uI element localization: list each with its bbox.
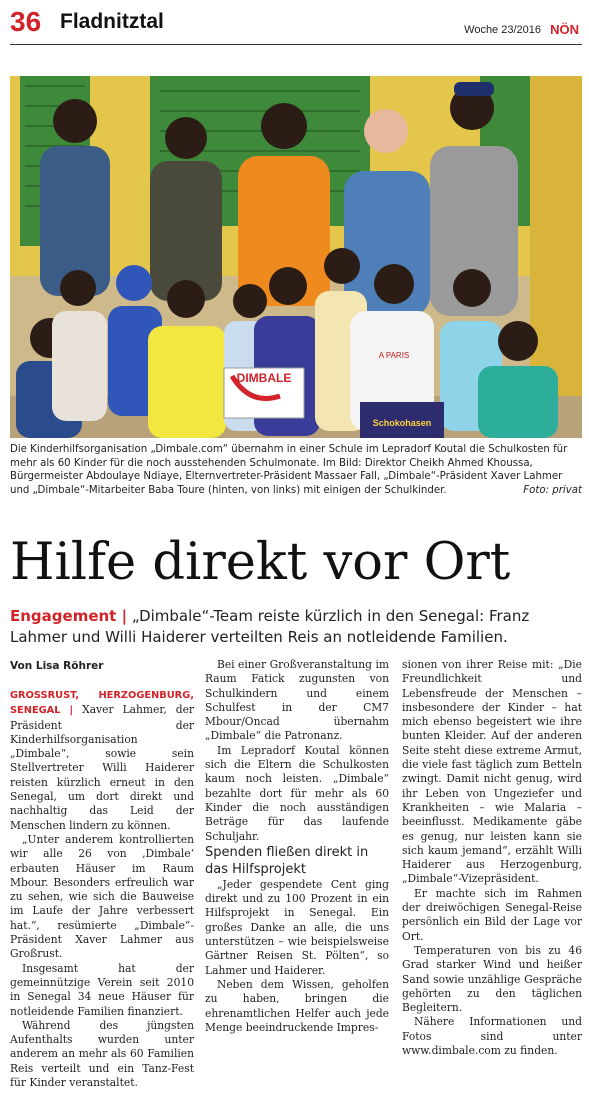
paragraph: Nähere Informationen und Fotos sind unter www.dimbale.com zu finden. xyxy=(402,1015,582,1058)
paragraph: „Unter anderem kontrollierten wir alle 26 von ‚Dimbale‘ erbauten Häuser im Raum Mbour. Besonders erfreulich war zu sehen, wie sich die Bauweise im Laufe der Jahre verbessert hat.“, resümierte „Dimbale“-Präsident Xaver Lahmer aus Großrust. xyxy=(10,832,194,961)
box-text: Schokohasen xyxy=(372,418,432,428)
group-photo-illustration xyxy=(10,76,582,438)
section-title: Fladnitztal xyxy=(60,10,164,33)
paragraph: Temperaturen von bis zu 46 Grad starker Wind und heißer Sand sowie unzählige Gespräche gehörten zu den täglichen Begleitern. xyxy=(402,943,582,1015)
subheading: Spenden fließen direkt in das Hilfsprojekt xyxy=(205,844,369,877)
paragraph: Während des jüngsten Aufenthalts wurden unter anderem an mehr als 60 Familien Reis verteilt und ein Tanz-Fest für Kinder veranstaltet. xyxy=(10,1018,194,1090)
brand-logo: NÖN xyxy=(550,22,579,37)
paragraph: Neben dem Wissen, geholfen zu haben, bringen die ehrenamtlichen Helfer auch jede Menge beeindruckende Impres- xyxy=(205,977,389,1034)
paragraph: Im Lepradorf Koutal können sich die Eltern die Schulkosten kaum noch leisten. „Dimbale“ bezahlte dort für mehr als 60 Kinder die noch ausständigen Beträge für das laufende Schuljahr. xyxy=(205,743,389,843)
caption-text: Die Kinderhilfsorganisation „Dimbale.com“ übernahm in einer Schule im Lepradorf Koutal die Schulkosten für mehr als 60 Kinder für die noch ausstehenden Schulmonate. Im Bild: Direktor Cheikh Ahmed Khoussa, Bürgermeister Abdoulaye Ndiaye, Elternvertreter-Präsident Massaer Fall, „Dimbale“-Präsident Xaver Lahmer und „Dimbale“-Mitarbeiter Baba Toure (hinten, von links) mit einigen der Schulkinder. xyxy=(10,444,568,496)
paragraph: Bei einer Großveranstaltung im Raum Fatick zugunsten von Schulkindern und einem Schulfest in der CM7 Mbour/Oncad übernahm „Dimbale“ die Patronanz. xyxy=(205,658,389,743)
dateline: GROSSRUST, HERZOGENBURG, SENEGAL | xyxy=(10,690,194,717)
deck-text: „Dimbale“-Team reiste kürzlich in den Senegal: Franz Lahmer und Willi Haiderer verteilten Reis an notleidende Familien. xyxy=(10,607,530,646)
byline: Von Lisa Röhrer xyxy=(10,660,104,672)
page-number: 36 xyxy=(10,6,42,37)
paragraph: „Jeder gespendete Cent ging direkt und zu 100 Prozent in ein Hilfsprojekt in Senegal. Ein großes Danke an alle, die uns unterstützen – wie beispielsweise Gärtner Reisen St. Pölten“, so Lahmer und Haiderer. xyxy=(205,877,389,977)
shirt-text: A PARIS xyxy=(378,351,410,360)
page-header xyxy=(0,0,589,46)
column-2 xyxy=(205,658,389,1035)
headline: Hilfe direkt vor Ort xyxy=(10,533,511,592)
paragraph: Insgesamt hat der gemeinnützige Verein seit 2010 in Senegal 34 neue Häuser für notleidende Familien finanziert. xyxy=(10,961,194,1018)
deck xyxy=(10,606,582,648)
paragraph: GROSSRUST, HERZOGENBURG, SENEGAL | Xaver Lahmer, der Präsident der Kinderhilfsorganisation „Dimbale“, sowie sein Stellvertreter Willi Haiderer reisten kürzlich erneut in den Senegal, um dort direkt und nachhaltig das Leid der Menschen lindern zu können. xyxy=(10,690,194,832)
paragraph: Er machte sich im Rahmen der dreiwöchigen Senegal-Reise persönlich ein Bild der Lage vor Ort. xyxy=(402,886,582,943)
column-1 xyxy=(10,688,194,1090)
issue-week: Woche 23/2016 xyxy=(464,24,541,36)
paragraph: sionen von ihrer Reise mit: „Die Freundlichkeit und Lebensfreude der Menschen – insbesondere der Kinder – hat mich ebenso begeistert wie ihre bunten Kleider. Auf der anderen Seite steht diese extreme Armut, die viele fast täglich zum Betteln zwingt. Damit nicht genug, wird ihr Leben von Ungeziefer und Krankheiten – wie Malaria – beeinflusst. Medikamente gäbe es genug, nur leisten kann sie sich kaum jemand“, erzählt Willi Haiderer aus Herzogenburg, „Dimbale“-Vizepräsident. xyxy=(402,658,582,886)
banner-text: DIMBALE xyxy=(236,371,292,385)
header-rule xyxy=(10,44,582,45)
article-photo xyxy=(10,76,582,438)
column-3 xyxy=(402,658,582,1058)
photo-caption xyxy=(10,443,582,497)
kicker: Engagement | xyxy=(10,607,128,625)
photo-credit: Foto: privat xyxy=(523,484,582,496)
